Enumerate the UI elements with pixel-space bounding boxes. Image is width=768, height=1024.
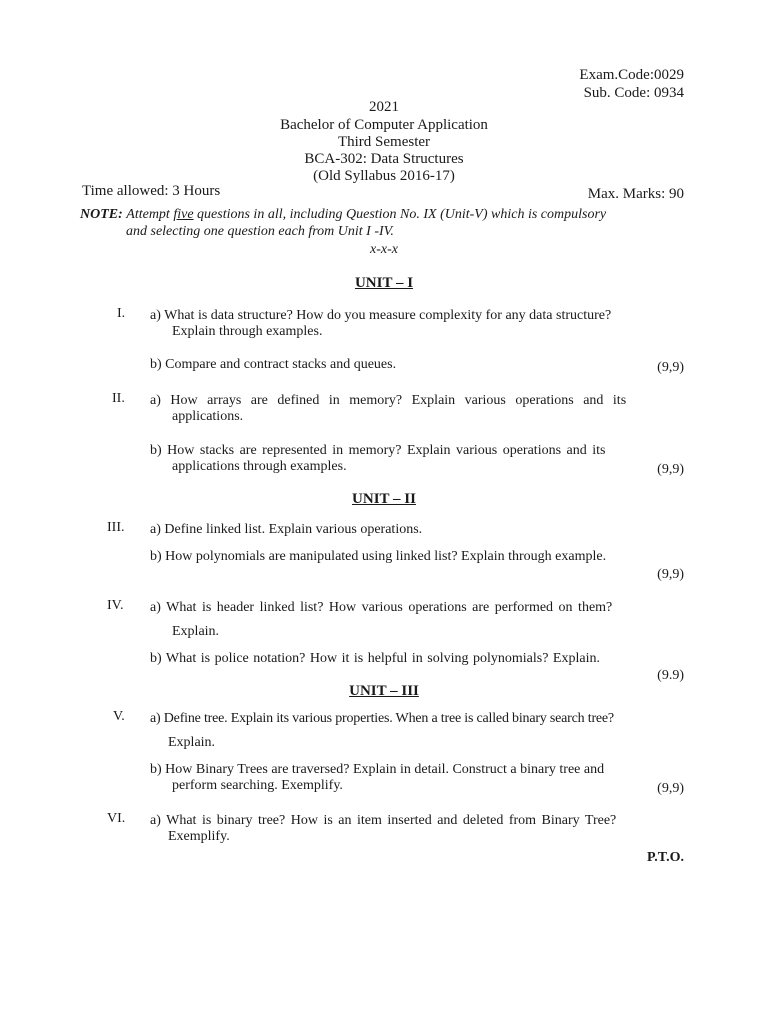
unit-3-heading: UNIT – III [349, 683, 419, 699]
question-3a: a) Define linked list. Explain various operations. [150, 522, 423, 537]
course-title: Bachelor of Computer Application [280, 117, 488, 133]
question-2a: a) How arrays are defined in memory? Explain various operations and its [150, 393, 627, 408]
pto-marker: P.T.O. [647, 850, 684, 865]
instructions-note [80, 207, 690, 223]
question-1a: a) What is data structure? How do you measure complexity for any data structure? [150, 308, 612, 323]
time-allowed: Time allowed: 3 Hours [82, 183, 221, 199]
unit-2-heading: UNIT – II [352, 491, 416, 507]
question-5a: a) Define tree. Explain its various properties. When a tree is called binary search tree? [150, 711, 614, 726]
question-2-marks: (9,9) [657, 462, 684, 477]
question-6a: a) What is binary tree? How is an item inserted and deleted from Binary Tree? [150, 813, 617, 828]
question-3-number: III. [107, 520, 125, 535]
paper-title: BCA-302: Data Structures [304, 151, 464, 167]
question-4a: a) What is header linked list? How various operations are performed on them? [150, 600, 613, 615]
question-6-number: VI. [107, 811, 126, 826]
question-2a-cont: applications. [172, 409, 244, 424]
question-5-marks: (9,9) [657, 781, 684, 796]
question-4-marks: (9.9) [657, 668, 684, 683]
question-3-marks: (9,9) [657, 567, 684, 582]
question-5-number: V. [113, 709, 125, 724]
question-4b: b) What is police notation? How it is helpful in solving polynomials? Explain. [150, 651, 600, 666]
note-label: NOTE: [80, 207, 123, 222]
question-4-number: IV. [107, 598, 124, 613]
question-1-marks: (9,9) [657, 360, 684, 375]
note-text-emph: five [173, 207, 194, 222]
syllabus: (Old Syllabus 2016-17) [313, 168, 455, 184]
question-1-number: I. [117, 306, 126, 321]
note-text-pre: Attempt [126, 207, 174, 222]
question-6a-cont: Exemplify. [168, 829, 230, 844]
exam-year: 2021 [369, 99, 399, 115]
max-marks: Max. Marks: 90 [587, 186, 684, 202]
question-4a-cont: Explain. [172, 624, 220, 639]
question-2b: b) How stacks are represented in memory? Explain various operations and its [150, 443, 606, 458]
question-1a-cont: Explain through examples. [172, 324, 323, 339]
question-5b-cont: perform searching. Exemplify. [172, 778, 343, 793]
sub-code: Sub. Code: 0934 [583, 85, 684, 101]
question-5b: b) How Binary Trees are traversed? Explain in detail. Construct a binary tree and [150, 762, 605, 777]
exam-code: Exam.Code:0029 [579, 67, 684, 83]
separator: x-x-x [370, 242, 398, 257]
unit-1-heading: UNIT – I [354, 275, 414, 291]
question-5a-cont: Explain. [168, 735, 216, 750]
question-1b: b) Compare and contract stacks and queues. [150, 357, 397, 372]
question-2b-cont: applications through examples. [172, 459, 347, 474]
question-2-number: II. [112, 391, 125, 406]
question-3b: b) How polynomials are manipulated using linked list? Explain through example. [150, 549, 607, 564]
semester: Third Semester [337, 134, 431, 150]
note-line-2: and selecting one question each from Unit I -IV. [126, 224, 394, 239]
note-text-post: questions in all, including Question No. IX (Unit-V) which is compulsory [193, 207, 607, 222]
